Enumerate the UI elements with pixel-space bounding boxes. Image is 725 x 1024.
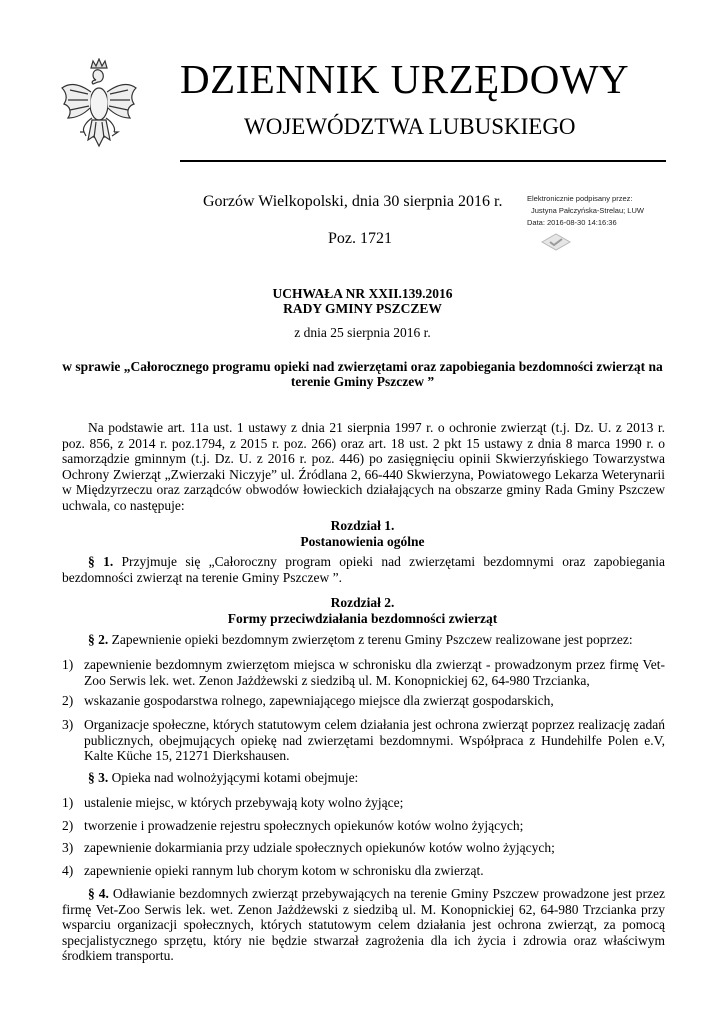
section-2-label: § 2. — [88, 632, 109, 647]
header-divider — [180, 160, 666, 162]
section-4 — [62, 886, 665, 964]
list-item-number: 4) — [62, 863, 74, 878]
preamble-text: Na podstawie art. 11a ust. 1 ustawy z dnia 21 sierpnia 1997 r. o ochronie zwierząt (t.j. Dz. U. z 2013 r. poz. 856, z 2014 r. poz.1794, z 2015 r. poz. 266) oraz art. 18 ust. 2 pkt 15 ustawy z dnia 8 marca 1990 r. o samorządzie gminnym (t.j. Dz. U. z 2016 r. poz. 446) po zasięgnięciu opinii Skwierzyńskiego Towarzystwa Ochrony Zwierząt „Zwierzaki Niczyje” ul. Źródlana 2, 66-440 Skwierzyna, Powiatowego Lekarza Weterynarii w Międzyrzeczu oraz zarządców obwodów łowieckich działających na obszarze gminy Rada Gminy Pszczew uchwala, co następuje: — [62, 420, 665, 513]
list-item-text: zapewnienie dokarmiania przy udziale społecznych opiekunów kotów wolno żyjących; — [84, 840, 555, 855]
list-item-text: wskazanie gospodarstwa rolnego, zapewniającego miejsce dla zwierząt gospodarskich, — [84, 693, 554, 708]
chapter-1-heading — [60, 518, 665, 549]
list-item — [62, 818, 665, 834]
list-item — [62, 863, 665, 879]
section-1-text: Przyjmuje się „Całoroczny program opieki nad zwierzętami bezdomnymi oraz zapobiegania bezdomności zwierząt na terenie Gminy Pszczew ”. — [62, 554, 666, 585]
list-item-text: ustalenie miejsc, w których przebywają koty wolno żyjące; — [84, 795, 404, 810]
resolution-number: UCHWAŁA NR XXII.139.2016 — [272, 286, 453, 301]
list-item-text: zapewnienie bezdomnym zwierzętom miejsca w schronisku dla zwierząt - prowadzonym przez firmę Vet-Zoo Serwis lek. wet. Zenon Jażdżewski z siedzibą ul. M. Konopnickiej 62, 64-980 Trzcianka, — [84, 657, 665, 688]
list-item-text: zapewnienie opieki rannym lub chorym kotom w schronisku dla zwierząt. — [84, 863, 484, 878]
eagle-emblem-icon — [58, 58, 140, 156]
list-item — [62, 795, 665, 811]
signature-signer: Justyna Pałczyńska-Strelau; LUW — [531, 206, 644, 215]
journal-subtitle: WOJEWÓDZTWA LUBUSKIEGO — [244, 114, 576, 139]
list-item-number: 2) — [62, 693, 74, 708]
chapter-1-number: Rozdział 1. — [330, 518, 395, 533]
list-item-number: 1) — [62, 795, 74, 810]
section-3-label: § 3. — [88, 770, 109, 785]
resolution-date: z dnia 25 sierpnia 2016 r. — [294, 325, 431, 340]
section-4-label: § 4. — [88, 886, 109, 901]
list-item-number: 3) — [62, 717, 74, 732]
resolution-heading — [60, 286, 665, 316]
resolution-council: RADY GMINY PSZCZEW — [283, 301, 442, 316]
resolution-subject: w sprawie „Całorocznego programu opieki nad zwierzętami oraz zapobiegania bezdomności zwierząt na terenie Gminy Pszczew ” — [62, 359, 663, 389]
signature-label: Elektronicznie podpisany przez: — [527, 194, 633, 203]
section-2-text: Zapewnienie opieki bezdomnym zwierzętom z terenu Gminy Pszczew realizowane jest poprzez: — [111, 632, 633, 647]
list-item — [62, 840, 665, 856]
section-3 — [62, 770, 665, 786]
journal-title: DZIENNIK URZĘDOWY — [180, 56, 630, 102]
list-item-number: 1) — [62, 657, 74, 672]
list-item-text: tworzenie i prowadzenie rejestru społecznych opiekunów kotów wolno żyjących; — [84, 818, 524, 833]
signature-date: Data: 2016-08-30 14:16:36 — [527, 218, 617, 227]
section-4-text: Odławianie bezdomnych zwierząt przebywających na terenie Gminy Pszczew prowadzone jest przez firmę Vet-Zoo Serwis lek. wet. Zenon Jażdżewski z siedzibą ul. M. Konopnickiej 62, 64-980 Trzcianka przy wsparciu organizacji społecznych, których statutowym celem działania jest ochrona zwierząt, za pomocą specjalistycznego sprzętu, który nie będzie stwarzał zagrożenia dla ich życia i zdrowia oraz właściwym środkiem transportu. — [62, 886, 666, 963]
section-1-label: § 1. — [88, 554, 114, 569]
electronic-signature — [527, 193, 644, 229]
chapter-1-title: Postanowienia ogólne — [300, 533, 425, 549]
list-item — [62, 657, 665, 688]
signature-check-icon — [540, 232, 572, 252]
section-3-text: Opieka nad wolnożyjącymi kotami obejmuje: — [111, 770, 359, 785]
place-date: Gorzów Wielkopolski, dnia 30 sierpnia 2016 r. — [203, 193, 503, 210]
chapter-2-title: Formy przeciwdziałania bezdomności zwierząt — [227, 610, 498, 626]
list-item-number: 3) — [62, 840, 74, 855]
list-item — [62, 693, 665, 709]
preamble-paragraph — [62, 420, 665, 513]
section-2 — [62, 632, 665, 648]
position-number: Poz. 1721 — [328, 230, 392, 247]
list-item — [62, 717, 665, 764]
chapter-2-heading — [60, 595, 665, 626]
chapter-2-number: Rozdział 2. — [330, 595, 395, 610]
section-1 — [62, 554, 665, 585]
list-item-number: 2) — [62, 818, 74, 833]
list-item-text: Organizacje społeczne, których statutowym celem działania jest ochrona zwierząt poprzez realizację zadań publicznych, obejmujących opiekę nad zwierzętami bezdomnymi. Współpraca z Hundehilfe Polen e.V, Kalte Küche 15, 21271 Dierkshausen. — [84, 717, 665, 763]
